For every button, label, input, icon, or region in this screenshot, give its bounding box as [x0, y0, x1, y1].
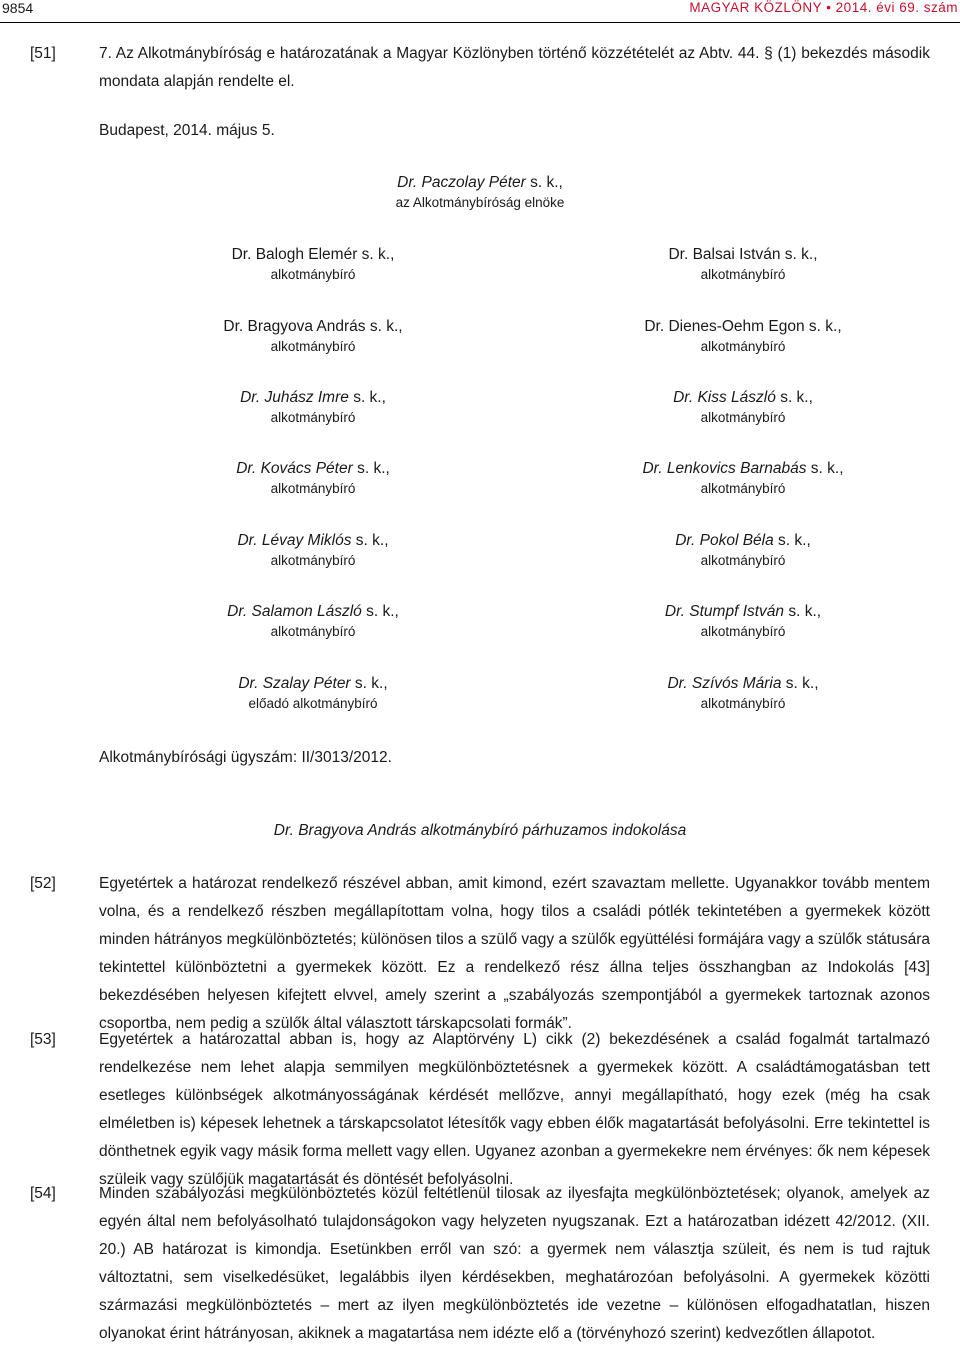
- signature-name: Dr. Bragyova András: [223, 318, 366, 335]
- signature-name-line: [380, 172, 580, 194]
- journal-header: [689, 0, 958, 15]
- signature-suffix: s. k.,: [784, 246, 818, 263]
- signature-left-6: [163, 601, 463, 641]
- signature-name: Dr. Lenkovics Barnabás: [642, 460, 807, 477]
- journal-title: MAGYAR KÖZLÖNY: [689, 0, 822, 15]
- paragraph-text: Minden szabályozási megkülönböztetés közül feltétlenül tilosak az ilyesfajta megkülönböztetések; olyanok, amelyek az egyén által nem befolyásolható tulajdonságokon vagy helyzeten nyugszanak. Ezt a határozatban idézett 42/2012. (XII. 20.) AB határozat is kimondja. Esetünkben erről van szó: a gyermek nem választja szüleit, és nem is tud rajtuk változtatni, sem viselkedésüket, legalábbis ilyen kérdésekben, meghatározóan befolyásolni. A gyermekek közötti származási megkülönböztetés – mert az ilyen megkülönböztetés ide vezetne – különösen elfogadhatatlan, hiszen olyanokat érint hátrányosan, akiknek a magatartása nem idézte elő a (törvényhozó szerint) kedvezőtlen állapotot.: [99, 1185, 930, 1342]
- signature-role: az Alkotmánybíróság elnöke: [395, 195, 565, 210]
- signature-role: alkotmánybíró: [700, 553, 786, 568]
- signature-suffix: s. k.,: [780, 389, 813, 406]
- signature-name: Dr. Kiss László: [673, 389, 776, 406]
- signature-name: Dr. Balsai István: [668, 246, 781, 263]
- journal-issue: 2014. évi 69. szám: [835, 0, 958, 15]
- paragraph-text: Egyetértek a határozat rendelkező részével abban, amit kimond, ezért szavaztam mellette. Ugyanakkor tovább mentem volna, és a rendelkező részben megállapítottam volna, hogy tilos a családi pótlék tekintetében a gyermekek között minden hátrányos megkülönböztetés; különösen tilos a szülő vagy a szülők együttélési formájára vagy a szülők státusára tekintettel különböztetni a gyermekek között. Ez a rendelkező rész állna teljes összhangban az Indokolás [43] bekezdésében helyesen kifejtett elvvel, amely szerint a „szabályozás szempontjából a gyermekek tartoznak azonos csoportba, nem pedig a szülők által választott társkapcsolati formák”.: [99, 875, 930, 1032]
- signature-suffix: s. k.,: [788, 603, 822, 620]
- signature-role: alkotmánybíró: [700, 481, 786, 496]
- signature-right-3: [593, 387, 893, 427]
- signature-right-5: [593, 530, 893, 570]
- signature-suffix: s. k.,: [366, 603, 399, 620]
- signature-suffix: s. k.,: [785, 675, 819, 692]
- signature-name: Dr. Kovács Péter: [236, 460, 353, 477]
- case-number: Alkotmánybírósági ügyszám: II/3013/2012.: [99, 749, 392, 766]
- signature-role: alkotmánybíró: [270, 481, 356, 496]
- signature-role: alkotmánybíró: [270, 339, 356, 354]
- signature-suffix: s. k.,: [361, 246, 395, 263]
- signature-left-2: [163, 316, 463, 356]
- signature-right-1: [593, 244, 893, 284]
- paragraph-number: [54]: [30, 1185, 56, 1202]
- signature-name: Dr. Pokol Béla: [675, 532, 774, 549]
- signature-name: Dr. Salamon László: [227, 603, 362, 620]
- signature-left-3: [163, 387, 463, 427]
- signature-suffix: s. k.,: [530, 174, 563, 191]
- paragraph-number: [53]: [30, 1031, 56, 1048]
- signature-right-6: [593, 601, 893, 641]
- paragraph-text: 7. Az Alkotmánybíróság e határozatának a Magyar Közlönyben történő közzétételét az Abtv. 44. § (1) bekezdés második mondata alapján rendelte el.: [99, 45, 930, 90]
- signature-suffix: s. k.,: [357, 460, 390, 477]
- paragraph-number: [52]: [30, 875, 56, 892]
- signature-name: Dr. Lévay Miklós: [237, 532, 352, 549]
- signature-role: alkotmánybíró: [700, 696, 786, 711]
- signature-right-7: [593, 673, 893, 713]
- signature-role: előadó alkotmánybíró: [248, 696, 378, 711]
- signature-suffix: s. k.,: [778, 532, 811, 549]
- signature-suffix: s. k.,: [353, 389, 386, 406]
- signature-role: alkotmánybíró: [700, 410, 786, 425]
- signature-name: Dr. Balogh Elemér: [231, 246, 358, 263]
- place-date: Budapest, 2014. május 5.: [99, 122, 275, 139]
- president-signature: [380, 172, 580, 212]
- paragraph-text: Egyetértek a határozattal abban is, hogy az Alaptörvény L) cikk (2) bekezdésének a család fogalmát tartalmazó rendelkezése nem lehet alapja semmilyen megkülönböztetésnek a gyermekek között. A családtámogatásban tett esetleges különbségek alkotmányosságának kérdését mellőzve, annyi megállapítható, hogy ezek (még ha csak elméletben is) képesek lehetnek a társkapcsolatot létesítők vagy ebben élők magatartását befolyásolni. Erre tekintettel is dönthetnek egyik vagy másik forma mellett vagy ellen. Ugyanez azonban a gyermekekre nem érvényes: ők nem képesek szüleik vagy szülőjük magatartását és döntését befolyásolni.: [99, 1031, 930, 1188]
- signature-role: alkotmánybíró: [700, 267, 786, 282]
- signature-role: alkotmánybíró: [270, 553, 356, 568]
- page-number: 9854: [2, 0, 34, 16]
- signature-role: alkotmánybíró: [270, 267, 356, 282]
- paragraph-number: [51]: [30, 45, 56, 62]
- signature-name: Dr. Szalay Péter: [238, 675, 351, 692]
- signature-right-4: [593, 458, 893, 498]
- signature-suffix: s. k.,: [810, 460, 844, 477]
- opinion-title: Dr. Bragyova András alkotmánybíró párhuzamos indokolása: [273, 822, 687, 839]
- signature-suffix: s. k.,: [808, 318, 842, 335]
- signature-role: alkotmánybíró: [700, 624, 786, 639]
- signature-role: alkotmánybíró: [700, 339, 786, 354]
- signature-suffix: s. k.,: [369, 318, 403, 335]
- signature-left-7: [163, 673, 463, 713]
- header-rule: [0, 22, 960, 23]
- signature-suffix: s. k.,: [354, 675, 388, 692]
- signature-left-1: [163, 244, 463, 284]
- signature-name: Dr. Szívós Mária: [667, 675, 782, 692]
- signature-role: alkotmánybíró: [270, 410, 356, 425]
- header-bullet: •: [826, 0, 836, 15]
- signature-name: Dr. Paczolay Péter: [397, 174, 526, 191]
- signature-name: Dr. Juhász Imre: [240, 389, 349, 406]
- signature-role: alkotmánybíró: [270, 624, 356, 639]
- signature-name: Dr. Stumpf István: [664, 603, 785, 620]
- signature-left-5: [163, 530, 463, 570]
- signature-left-4: [163, 458, 463, 498]
- signature-name: Dr. Dienes-Oehm Egon: [644, 318, 805, 335]
- signature-right-2: [593, 316, 893, 356]
- signature-suffix: s. k.,: [355, 532, 389, 549]
